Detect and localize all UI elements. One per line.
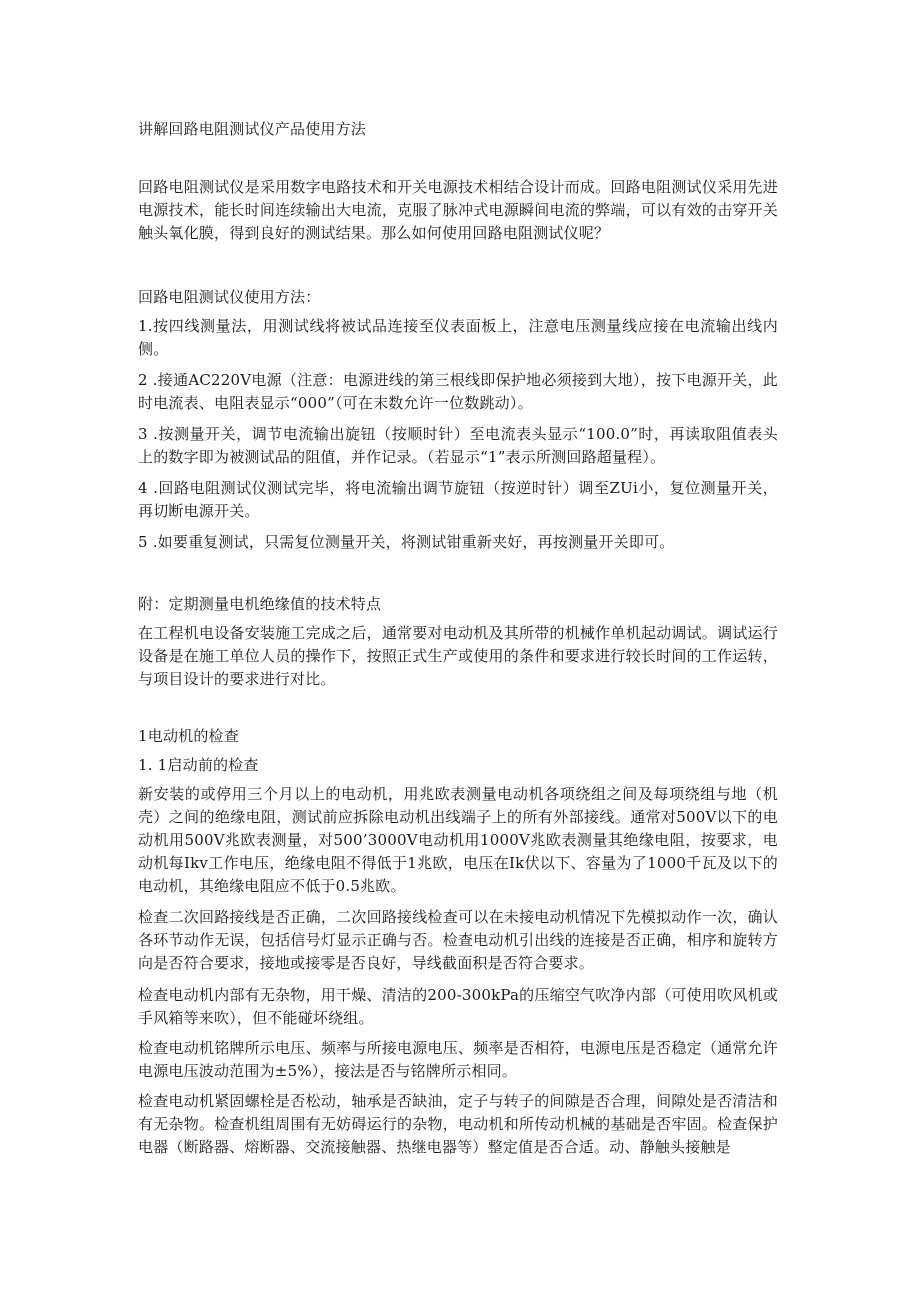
body-paragraph-1: 新安装的或停用三个月以上的电动机，用兆欧表测量电动机各项绕组之间及每项绕组与地（机壳）之间的绝缘电阻，测试前应拆除电动机出线端子上的所有外部接线。通常对500V以下的电动机用500V兆欧表测量，对500’3000V电动机用1000V兆欧表测量其绝缘电阻，按要求，电动机每Ikv工作电压，绝缘电阻不得低于1兆欧，电压在Ik伏以下、容量为了1000千瓦及以下的电动机，其绝缘电阻应不低于0.5兆欧。 [138, 785, 778, 895]
body-paragraph-2: 检查二次回路接线是否正确，二次回路接线检查可以在未接电动机情况下先模拟动作一次，确认各环节动作无误，包括信号灯显示正确与否。检查电动机引出线的连接是否正确，相序和旋转方向是否符合要求，接地或接零是否良好，导线截面积是否符合要求。 [138, 908, 778, 972]
usage-step-2: 2 .接通AC220V电源（注意：电源进线的第三根线即保护地必须接到大地），按下电源开关，此时电流表、电阻表显示“000”（可在末数允许一位数跳动）。 [138, 371, 778, 412]
body-paragraph-4: 检查电动机铭牌所示电压、频率与所接电源电压、频率是否相符，电源电压是否稳定（通常允许电源电压波动范围为±5%），接法是否与铭牌所示相同。 [138, 1039, 778, 1080]
section-heading: 1电动机的检查 [138, 727, 239, 745]
usage-step-1: 1.按四线测量法，用测试线将被试品连接至仪表面板上，注意电压测量线应接在电流输出线内侧。 [138, 317, 778, 358]
appendix-intro: 在工程机电设备安装施工完成之后，通常要对电动机及其所带的机械作单机起动调试。调试运行设备是在施工单位人员的操作下，按照正式生产或使用的条件和要求进行较长时间的工作运转，与项目设计的要求进行对比。 [138, 624, 778, 688]
usage-step-3: 3 .按测量开关，调节电流输出旋钮（按顺时针）至电流表头显示“100.0”时，再读取阻值表头上的数字即为被测试品的阻值，并作记录。（若显示“1”表示所测回路超量程）。 [138, 425, 778, 466]
subsection-heading: 1. 1启动前的检查 [138, 756, 259, 774]
document-title: 讲解回路电阻测试仪产品使用方法 [138, 120, 367, 138]
usage-step-4: 4 .回路电阻测试仪测试完毕，将电流输出调节旋钮（按逆时针）调至ZUi小，复位测量开关，再切断电源开关。 [138, 479, 778, 520]
usage-heading: 回路电阻测试仪使用方法： [138, 288, 321, 306]
body-paragraph-5: 检查电动机紧固螺栓是否松动，轴承是否缺油，定子与转子的间隙是否合理，间隙处是否清洁和有无杂物。检查机组周围有无妨碍运行的杂物，电动机和所传动机械的基础是否牢固。检查保护电器（断路器、熔断器、交流接触器、热继电器等）整定值是否合适。动、静触头接触是 [138, 1092, 778, 1156]
appendix-heading: 附：定期测量电机绝缘值的技术特点 [138, 595, 382, 613]
intro-paragraph: 回路电阻测试仪是采用数字电路技术和开关电源技术相结合设计而成。回路电阻测试仪采用先进电源技术，能长时间连续输出大电流，克服了脉冲式电源瞬间电流的弊端，可以有效的击穿开关触头氧化膜，得到良好的测试结果。那么如何使用回路电阻测试仪呢？ [138, 178, 778, 242]
body-paragraph-3: 检查电动机内部有无杂物，用干燥、清洁的200-300kPa的压缩空气吹净内部（可使用吹风机或手风箱等来吹），但不能碰坏绕组。 [138, 986, 778, 1027]
usage-step-5: 5 .如要重复测试，只需复位测量开关，将测试钳重新夹好，再按测量开关即可。 [138, 533, 675, 551]
